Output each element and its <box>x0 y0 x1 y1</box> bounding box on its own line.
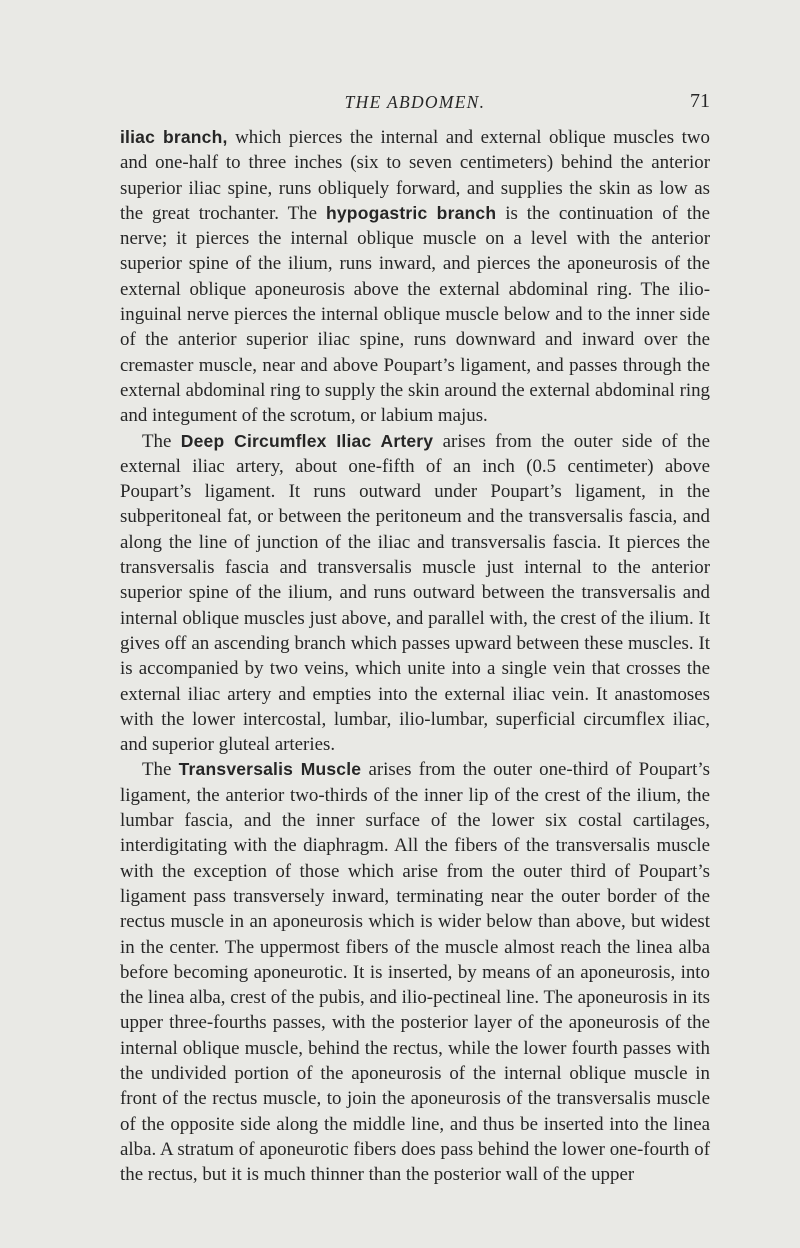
text-run: The <box>142 759 179 781</box>
text-run: which pierces the internal and external oblique muscles two and one-half to three inches (six to seven centimeters) behind the anterior superior iliac spine, runs obliquely forward, and supplies the skin as low as the great trochanter. The <box>120 127 710 224</box>
term-transversalis-muscle: Transversalis Muscle <box>178 759 362 780</box>
text-run: arises from the outer side of the external iliac artery, about one-fifth of an inch (0.5 centimeter) above Poupart’s ligament. It runs outward under Poupart’s ligament, in the subperitoneal fat, or between the peritoneum and the transversalis fascia, and along the line of junction of the iliac and transversalis fascia. It pierces the transversalis fascia and transversalis muscle just internal to the anterior superior spine of the ilium, and runs outward between the transversalis and internal oblique muscles just above, and parallel with, the crest of the ilium. It gives off an ascending branch which passes upward between these muscles. It is accompanied by two veins, which unite into a single vein that crosses the external iliac artery and empties into the external iliac vein. It anastomoses with the lower intercostal, lumbar, ilio-lumbar, superficial circumflex iliac, and superior gluteal arteries. <box>120 430 710 756</box>
body-text <box>120 125 710 1187</box>
term-hypogastric-branch: hypogastric branch <box>325 202 497 223</box>
term-deep-circumflex-iliac-artery: Deep Circumflex Iliac Artery <box>180 430 434 451</box>
paragraph <box>120 757 710 1187</box>
page-number: 71 <box>690 90 710 112</box>
text-run: The <box>142 430 181 452</box>
term-iliac-branch: iliac branch, <box>120 127 228 147</box>
text-run: is the continuation of the nerve; it pierces the internal oblique muscle on a level with the anterior superior spine of the ilium, runs inward, and pierces the aponeurosis of the external oblique aponeurosis above the external abdominal ring. The ilio-inguinal nerve pierces the internal oblique muscle below and to the inner side of the anterior superior iliac spine, runs downward and inward over the cremaster muscle, near and above Poupart’s ligament, and passes through the external abdominal ring to supply the skin around the external abdominal ring and integument of the scrotum, or labium majus. <box>120 202 711 427</box>
running-title: THE ABDOMEN. <box>344 92 486 112</box>
paragraph <box>120 125 710 429</box>
text-run: arises from the outer one-third of Poupart’s ligament, the anterior two-thirds of the inner lip of the crest of the ilium, the lumbar fascia, and the inner surface of the lower six costal cartilages, interdigitating with the diaphragm. All the fibers of the transversalis muscle with the exception of those which arise from the outer third of Poupart’s ligament pass transversely inward, terminating near the outer border of the rectus muscle in an aponeurosis which is wider below than above, but widest in the center. The uppermost fibers of the muscle almost reach the linea alba before becoming aponeurotic. It is inserted, by means of an aponeurosis, into the linea alba, crest of the pubis, and ilio-pectineal line. The aponeurosis in its upper three-fourths passes, with the posterior layer of the aponeurosis of the internal oblique muscle, behind the rectus, while the lower fourth passes with the undivided portion of the aponeurosis of the internal oblique muscle in front of the rectus muscle, to join the aponeurosis of the transversalis muscle of the opposite side along the middle line, and thus be inserted into the linea alba. A stratum of aponeurotic fibers does pass behind the lower one-fourth of the rectus, but it is much thinner than the posterior wall of the upper <box>120 759 711 1186</box>
running-head <box>120 90 710 116</box>
paragraph <box>120 429 710 758</box>
